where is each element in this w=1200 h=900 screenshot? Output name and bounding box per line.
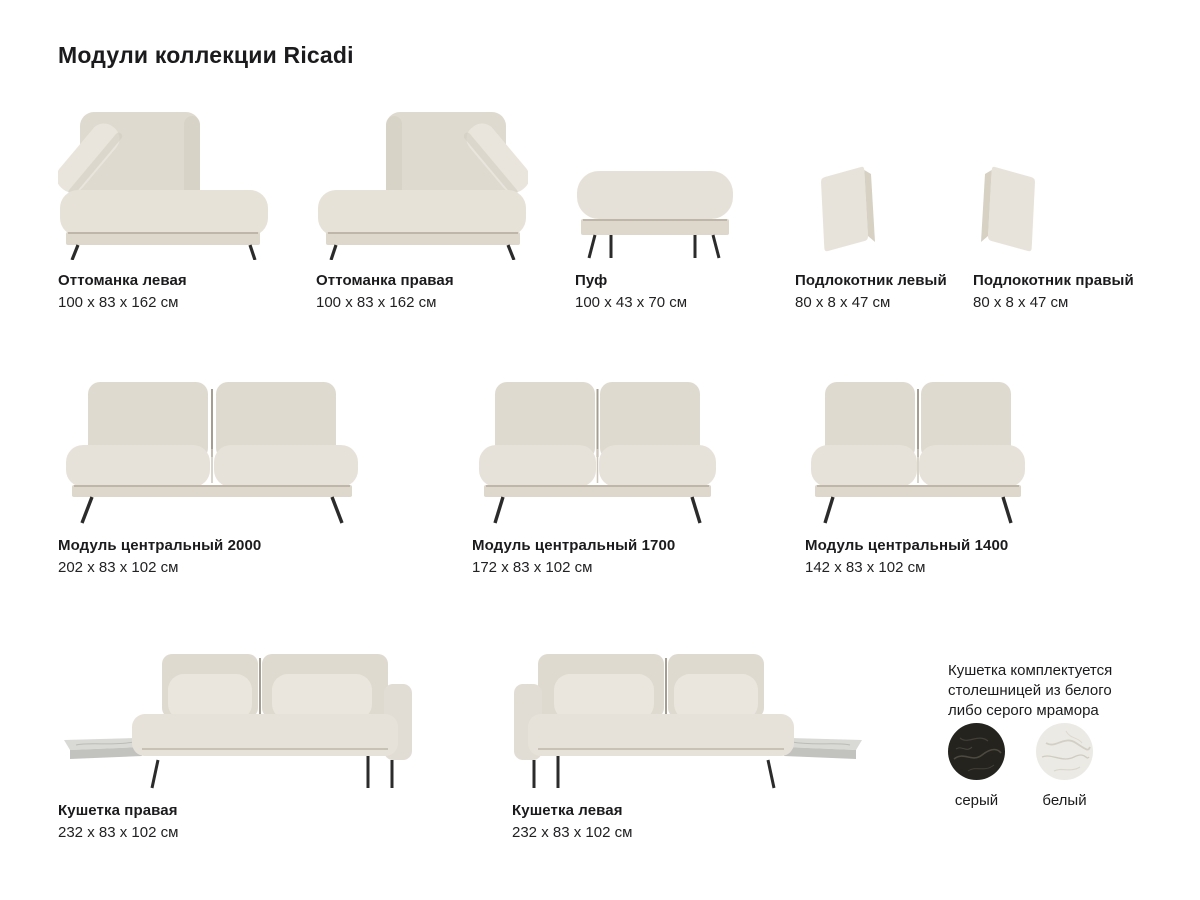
note-line: столешницей из белого — [948, 682, 1112, 699]
product-name: Модуль центральный 2000 — [58, 537, 262, 554]
ottoman-right-image — [316, 105, 528, 260]
note-line: Кушетка комплектуется — [948, 662, 1113, 679]
daybed-note — [948, 661, 1138, 721]
product-card-ottoman-right — [316, 105, 528, 311]
product-name: Кушетка правая — [58, 802, 178, 819]
swatch-label: серый — [954, 792, 999, 809]
product-card-module-1700 — [472, 375, 720, 576]
product-card-daybed-left — [512, 645, 864, 841]
product-name: Оттоманка левая — [58, 272, 187, 289]
product-dimensions: 100 x 43 x 70 см — [575, 294, 688, 311]
marble-swatches — [948, 723, 1093, 809]
white-marble-swatch — [1036, 723, 1093, 809]
armrest-left-image — [795, 105, 947, 260]
product-dimensions: 232 x 83 x 102 см — [512, 824, 633, 841]
product-dimensions: 100 x 83 x 162 см — [316, 294, 437, 311]
product-name: Подлокотник правый — [973, 272, 1134, 289]
product-name: Подлокотник левый — [795, 272, 947, 289]
product-name: Пуф — [575, 272, 608, 289]
swatch-label: белый — [1042, 792, 1087, 809]
product-card-module-1400 — [805, 375, 1029, 576]
armrest-right-image — [973, 105, 1134, 260]
note-line: либо серого мрамора — [948, 702, 1099, 719]
product-card-daybed-right — [58, 645, 414, 841]
product-name: Оттоманка правая — [316, 272, 454, 289]
white-marble-icon — [1036, 723, 1093, 780]
product-name: Кушетка левая — [512, 802, 623, 819]
gray-marble-icon — [948, 723, 1005, 780]
product-card-armrest-right — [973, 105, 1134, 311]
product-card-ottoman-left — [58, 105, 270, 311]
product-dimensions: 142 x 83 x 102 см — [805, 559, 926, 576]
daybed-left-image — [512, 645, 864, 790]
product-dimensions: 232 x 83 x 102 см — [58, 824, 179, 841]
page-title: Модули коллекции Ricadi — [58, 42, 354, 68]
product-dimensions: 172 x 83 x 102 см — [472, 559, 593, 576]
module-1400-image — [805, 375, 1029, 525]
product-card-module-2000 — [58, 375, 362, 576]
product-dimensions: 80 x 8 x 47 см — [973, 294, 1069, 311]
pouf-image — [575, 105, 735, 260]
product-name: Модуль центральный 1700 — [472, 537, 676, 554]
product-name: Модуль центральный 1400 — [805, 537, 1009, 554]
ottoman-left-image — [58, 105, 270, 260]
gray-marble-swatch — [948, 723, 1005, 809]
product-card-pouf — [575, 105, 735, 311]
product-dimensions: 80 x 8 x 47 см — [795, 294, 891, 311]
product-dimensions: 202 x 83 x 102 см — [58, 559, 179, 576]
daybed-right-image — [58, 645, 414, 790]
product-dimensions: 100 x 83 x 162 см — [58, 294, 179, 311]
module-2000-image — [58, 375, 362, 525]
product-card-armrest-left — [795, 105, 947, 311]
module-1700-image — [472, 375, 720, 525]
